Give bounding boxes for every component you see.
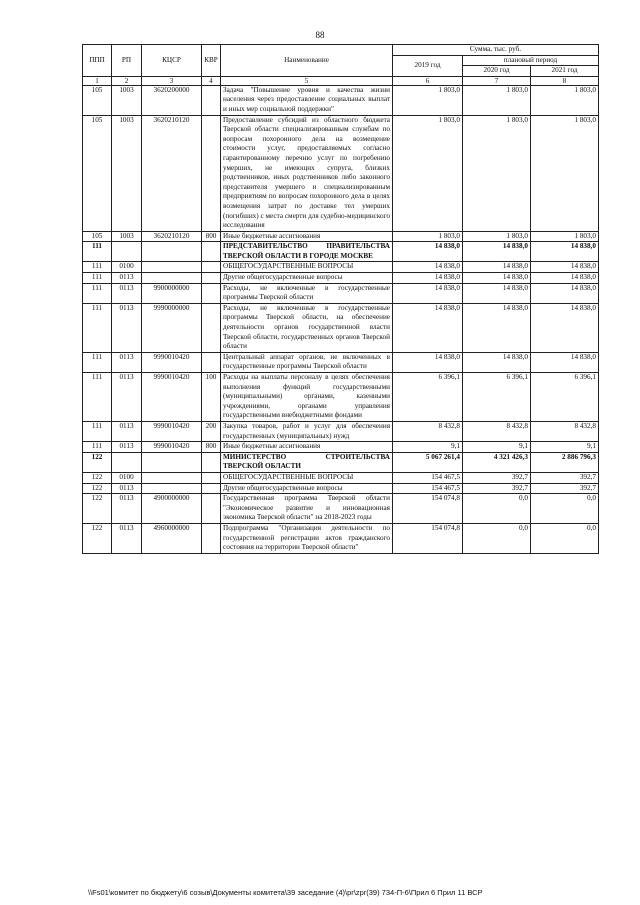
cell-name: Центральный аппарат органов, не включенных в государственные программы Тверской области bbox=[221, 352, 393, 372]
cell-kcsr bbox=[142, 242, 202, 262]
cell-name: Подпрограмма "Организация деятельности по государственной регистрации актов гражданского состояния на территории Тверской области" bbox=[221, 523, 393, 553]
cell-2021: 14 838,0 bbox=[531, 283, 599, 303]
table-row bbox=[83, 373, 599, 422]
file-path-footer: \\Fs01\комитет по бюджету\6 созыв\Документы комитета\39 заседание (4)\pr\zpr(39) 734-П-6\Прил 6 Прил 11 ВСР bbox=[88, 888, 483, 897]
cell-rp: 1003 bbox=[112, 231, 142, 242]
cell-kvr bbox=[202, 85, 221, 115]
cell-ppp: 122 bbox=[83, 472, 112, 483]
cell-2021: 392,7 bbox=[531, 472, 599, 483]
cell-kcsr bbox=[142, 452, 202, 472]
header-kvr: КВР bbox=[202, 45, 221, 77]
budget-table bbox=[82, 44, 599, 554]
cell-2019: 154 074,8 bbox=[393, 523, 463, 553]
cell-2019: 14 838,0 bbox=[393, 283, 463, 303]
cell-kvr bbox=[202, 303, 221, 352]
cell-rp: 0100 bbox=[112, 262, 142, 273]
cell-ppp: 111 bbox=[83, 352, 112, 372]
cell-ppp: 111 bbox=[83, 373, 112, 422]
cell-rp: 1003 bbox=[112, 85, 142, 115]
table-row bbox=[83, 115, 599, 231]
table-row bbox=[83, 283, 599, 303]
cell-kvr bbox=[202, 115, 221, 231]
cell-kcsr: 3620200000 bbox=[142, 85, 202, 115]
cell-kcsr: 9990010420 bbox=[142, 373, 202, 422]
cell-2019: 1 803,0 bbox=[393, 115, 463, 231]
cell-rp: 0113 bbox=[112, 494, 142, 524]
cell-rp: 0113 bbox=[112, 352, 142, 372]
cell-rp: 0100 bbox=[112, 472, 142, 483]
cell-kcsr: 9990010420 bbox=[142, 442, 202, 453]
cell-rp: 0113 bbox=[112, 303, 142, 352]
cell-ppp: 122 bbox=[83, 523, 112, 553]
cell-2020: 392,7 bbox=[463, 472, 531, 483]
table-row bbox=[83, 442, 599, 453]
colnum: 7 bbox=[463, 76, 531, 85]
cell-ppp: 105 bbox=[83, 115, 112, 231]
cell-kvr bbox=[202, 273, 221, 284]
cell-2020: 14 838,0 bbox=[463, 283, 531, 303]
cell-rp bbox=[112, 242, 142, 262]
header-year-2020: 2020 год bbox=[463, 66, 531, 77]
cell-kvr: 800 bbox=[202, 442, 221, 453]
header-sum: Сумма, тыс. руб. bbox=[393, 45, 599, 56]
cell-kcsr: 9990010420 bbox=[142, 352, 202, 372]
cell-kvr bbox=[202, 483, 221, 494]
cell-kcsr: 3620210120 bbox=[142, 231, 202, 242]
cell-2021: 14 838,0 bbox=[531, 352, 599, 372]
cell-ppp: 111 bbox=[83, 273, 112, 284]
cell-name: Закупка товаров, работ и услуг для обеспечения государственных (муниципальных) нужд bbox=[221, 421, 393, 441]
cell-rp: 0113 bbox=[112, 421, 142, 441]
cell-name: Иные бюджетные ассигнования bbox=[221, 442, 393, 453]
cell-name: ОБЩЕГОСУДАРСТВЕННЫЕ ВОПРОСЫ bbox=[221, 472, 393, 483]
cell-ppp: 111 bbox=[83, 442, 112, 453]
cell-2019: 1 803,0 bbox=[393, 85, 463, 115]
cell-2019: 9,1 bbox=[393, 442, 463, 453]
cell-2019: 8 432,8 bbox=[393, 421, 463, 441]
cell-name: Иные бюджетные ассигнования bbox=[221, 231, 393, 242]
cell-kcsr: 4900000000 bbox=[142, 494, 202, 524]
colnum: 6 bbox=[393, 76, 463, 85]
cell-ppp: 111 bbox=[83, 303, 112, 352]
cell-2020: 0,0 bbox=[463, 523, 531, 553]
cell-kcsr: 3620210120 bbox=[142, 115, 202, 231]
table-row bbox=[83, 483, 599, 494]
cell-kcsr bbox=[142, 472, 202, 483]
header-rp: РП bbox=[112, 45, 142, 77]
table-row bbox=[83, 85, 599, 115]
cell-2019: 6 396,1 bbox=[393, 373, 463, 422]
cell-2021: 1 803,0 bbox=[531, 231, 599, 242]
cell-2019: 14 838,0 bbox=[393, 352, 463, 372]
cell-2021: 1 803,0 bbox=[531, 85, 599, 115]
table-row bbox=[83, 523, 599, 553]
header-planned-period: плановый период bbox=[463, 55, 599, 66]
cell-2021: 1 803,0 bbox=[531, 115, 599, 231]
cell-kvr bbox=[202, 283, 221, 303]
header-kcsr: КЦСР bbox=[142, 45, 202, 77]
column-numbers-row bbox=[83, 76, 599, 85]
cell-2020: 14 838,0 bbox=[463, 303, 531, 352]
cell-2019: 1 803,0 bbox=[393, 231, 463, 242]
cell-name: Государственная программа Тверской области "Экономическое развитие и инновационная экономика Тверской области" на 2018-2023 годы bbox=[221, 494, 393, 524]
page-number: 88 bbox=[315, 30, 325, 40]
cell-name: ПРЕДСТАВИТЕЛЬСТВО ПРАВИТЕЛЬСТВА ТВЕРСКОЙ ОБЛАСТИ В ГОРОДЕ МОСКВЕ bbox=[221, 242, 393, 262]
colnum: 2 bbox=[112, 76, 142, 85]
cell-kcsr: 9900000000 bbox=[142, 283, 202, 303]
cell-kcsr: 4960000000 bbox=[142, 523, 202, 553]
cell-rp: 0113 bbox=[112, 283, 142, 303]
table-row bbox=[83, 452, 599, 472]
cell-ppp: 105 bbox=[83, 231, 112, 242]
cell-rp: 0113 bbox=[112, 273, 142, 284]
table-row bbox=[83, 273, 599, 284]
cell-name: ОБЩЕГОСУДАРСТВЕННЫЕ ВОПРОСЫ bbox=[221, 262, 393, 273]
cell-2020: 8 432,8 bbox=[463, 421, 531, 441]
cell-kcsr: 9990010420 bbox=[142, 421, 202, 441]
cell-name: Другие общегосударственные вопросы bbox=[221, 483, 393, 494]
cell-2020: 14 838,0 bbox=[463, 273, 531, 284]
cell-name: МИНИСТЕРСТВО СТРОИТЕЛЬСТВА ТВЕРСКОЙ ОБЛАСТИ bbox=[221, 452, 393, 472]
cell-2020: 1 803,0 bbox=[463, 85, 531, 115]
cell-kvr: 200 bbox=[202, 421, 221, 441]
cell-kcsr bbox=[142, 273, 202, 284]
cell-2021: 14 838,0 bbox=[531, 303, 599, 352]
cell-rp: 0113 bbox=[112, 483, 142, 494]
cell-kcsr: 9990000000 bbox=[142, 303, 202, 352]
cell-2020: 9,1 bbox=[463, 442, 531, 453]
cell-2019: 154 467,5 bbox=[393, 472, 463, 483]
cell-ppp: 111 bbox=[83, 283, 112, 303]
cell-2019: 14 838,0 bbox=[393, 273, 463, 284]
cell-kvr: 800 bbox=[202, 231, 221, 242]
cell-name: Предоставление субсидий из областного бюджета Тверской области специализированным службам по вопросам похоронного дела на возмещение стоимости услуг, предоставляемых согласно гарантированному перечню услуг по погребению умерших, не имеющих супруга, близких родственников, иных родственников либо законного представителя умершего и специализированным предприятиям по вопросам похоронного дела в целях возмещения затрат по доставке тел умерших (погибших) с места смерти для судебно-медицинского исследования bbox=[221, 115, 393, 231]
cell-kvr bbox=[202, 452, 221, 472]
cell-ppp: 111 bbox=[83, 242, 112, 262]
cell-2020: 1 803,0 bbox=[463, 115, 531, 231]
table-row bbox=[83, 421, 599, 441]
cell-2019: 5 067 261,4 bbox=[393, 452, 463, 472]
header-year-2021: 2021 год bbox=[531, 66, 599, 77]
cell-2021: 2 886 796,3 bbox=[531, 452, 599, 472]
colnum: 1 bbox=[83, 76, 112, 85]
cell-ppp: 122 bbox=[83, 452, 112, 472]
cell-2019: 14 838,0 bbox=[393, 303, 463, 352]
cell-name: Задача "Повышение уровня и качества жизни населения через предоставление социальных выплат и иных мер социальной поддержки" bbox=[221, 85, 393, 115]
cell-ppp: 105 bbox=[83, 85, 112, 115]
header-year-2019: 2019 год bbox=[393, 55, 463, 76]
cell-2020: 1 803,0 bbox=[463, 231, 531, 242]
cell-kcsr bbox=[142, 483, 202, 494]
cell-2020: 392,7 bbox=[463, 483, 531, 494]
table-row bbox=[83, 231, 599, 242]
cell-rp: 1003 bbox=[112, 115, 142, 231]
cell-2020: 14 838,0 bbox=[463, 262, 531, 273]
cell-2020: 14 838,0 bbox=[463, 242, 531, 262]
cell-2021: 9,1 bbox=[531, 442, 599, 453]
cell-kvr bbox=[202, 472, 221, 483]
cell-2021: 0,0 bbox=[531, 523, 599, 553]
table-row bbox=[83, 494, 599, 524]
cell-kcsr bbox=[142, 262, 202, 273]
table-row bbox=[83, 242, 599, 262]
header-name: Наименование bbox=[221, 45, 393, 77]
table-row bbox=[83, 352, 599, 372]
cell-kvr bbox=[202, 523, 221, 553]
cell-ppp: 122 bbox=[83, 483, 112, 494]
cell-2019: 14 838,0 bbox=[393, 262, 463, 273]
cell-2020: 6 396,1 bbox=[463, 373, 531, 422]
table-row bbox=[83, 303, 599, 352]
cell-rp: 0113 bbox=[112, 442, 142, 453]
cell-2021: 8 432,8 bbox=[531, 421, 599, 441]
cell-name: Расходы, не включенные в государственные программы Тверской области bbox=[221, 283, 393, 303]
colnum: 4 bbox=[202, 76, 221, 85]
cell-2021: 0,0 bbox=[531, 494, 599, 524]
cell-rp: 0113 bbox=[112, 523, 142, 553]
cell-2019: 154 467,5 bbox=[393, 483, 463, 494]
cell-2019: 14 838,0 bbox=[393, 242, 463, 262]
colnum: 3 bbox=[142, 76, 202, 85]
cell-rp bbox=[112, 452, 142, 472]
cell-kvr bbox=[202, 494, 221, 524]
cell-rp: 0113 bbox=[112, 373, 142, 422]
cell-2021: 392,7 bbox=[531, 483, 599, 494]
cell-2020: 4 321 426,3 bbox=[463, 452, 531, 472]
cell-2021: 14 838,0 bbox=[531, 242, 599, 262]
colnum: 5 bbox=[221, 76, 393, 85]
cell-kvr bbox=[202, 242, 221, 262]
cell-kvr bbox=[202, 352, 221, 372]
cell-name: Расходы на выплаты персоналу в целях обеспечения выполнения функций государственными (муниципальными) органами, казенными учреждениями, органами управления государственными внебюджетными фондами bbox=[221, 373, 393, 422]
colnum: 8 bbox=[531, 76, 599, 85]
cell-ppp: 122 bbox=[83, 494, 112, 524]
table-row bbox=[83, 262, 599, 273]
cell-2020: 14 838,0 bbox=[463, 352, 531, 372]
cell-name: Другие общегосударственные вопросы bbox=[221, 273, 393, 284]
cell-ppp: 111 bbox=[83, 262, 112, 273]
header-ppp: ППП bbox=[83, 45, 112, 77]
cell-2021: 6 396,1 bbox=[531, 373, 599, 422]
cell-2021: 14 838,0 bbox=[531, 273, 599, 284]
cell-kvr bbox=[202, 262, 221, 273]
table-row bbox=[83, 472, 599, 483]
cell-2019: 154 074,8 bbox=[393, 494, 463, 524]
cell-2021: 14 838,0 bbox=[531, 262, 599, 273]
cell-ppp: 111 bbox=[83, 421, 112, 441]
cell-name: Расходы, не включенные в государственные программы Тверской области, на обеспечение деятельности органов государственной власти Тверской области, государственных органов Тверской области bbox=[221, 303, 393, 352]
cell-kvr: 100 bbox=[202, 373, 221, 422]
cell-2020: 0,0 bbox=[463, 494, 531, 524]
